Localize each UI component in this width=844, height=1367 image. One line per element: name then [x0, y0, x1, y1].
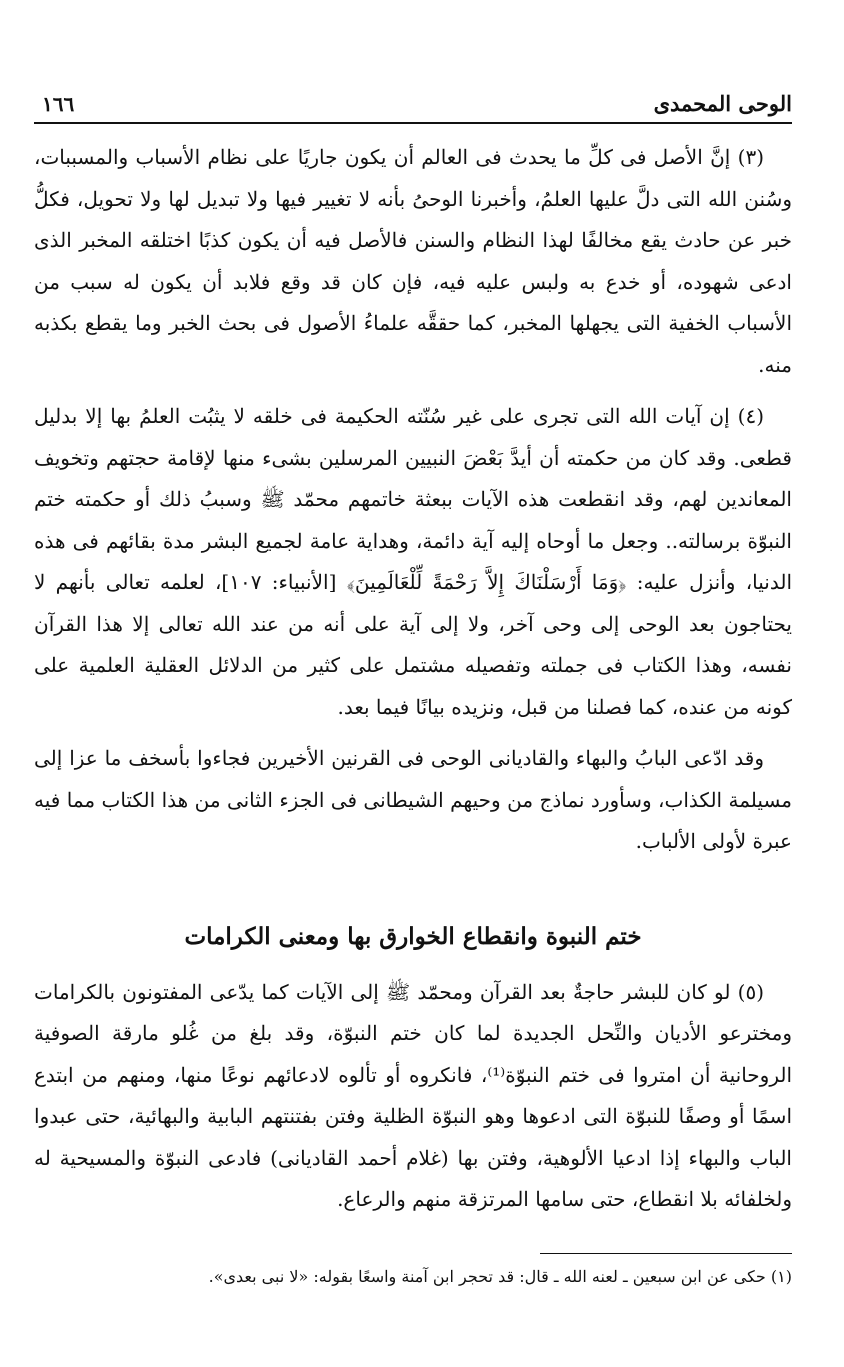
paragraph-4: (٤) إن آيات الله التى تجرى على غير سُنّته الحكيمة فى خلقه لا يثبُت العلمُ بها إلا بدليل قطعى. وقد كان من حكمته أن أيدَّ بَعْضَ النبيين المرسلين بشىء منها لإقامة حجتهم وتخويف المعاندين لهم، وقد انقطعت هذه الآيات ببعثة خاتمهم محمّد ﷺ وسببُ ذلك أو حكمته ختم النبوّة برسالته.. وجعل ما أوحاه إليه آية دائمة، وهداية عامة لجميع البشر مدة بقائهم فى هذه الدنيا، وأنزل عليه: ﴿وَمَا أَرْسَلْنَاكَ إِلاَّ رَحْمَةً لِّلْعَالَمِينَ﴾ [الأنبياء: ١٠٧]، لعلمه تعالى بأنهم لا يحتاجون بعد الوحى إلى وحى آخر، ولا إلى آية على أنه من عند الله تعالى إلا هذا القرآن نفسه، وهذا الكتاب فى جملته وتفصيله مشتمل على كثير من الدلائل العقلية العلمية على كونه من عنده، كما فصلنا من قبل، ونزيده بيانًا فيما بعد.	[34, 404, 793, 719]
section-heading: ختم النبوة وانقطاع الخوارق بها ومعنى الكرامات	[184, 922, 642, 950]
paragraph-5: (٥) لو كان للبشر حاجةٌ بعد القرآن ومحمّد ﷺ إلى الآيات كما يدّعى المفتونون بالكرامات ومخترعو الأديان والنِّحل الجديدة لما كان ختم النبوّة، وقد بلغ من غُلو مارقة الصوفية الروحانية أن امتروا فى ختم النبوّة⁽¹⁾، فانكروه أو تألوه لادعائهم نوعًا منها، ومنهم من ابتدع اسمًا أو وصفًا للنبوّة التى ادعوها وهو النبوّة الظلية وفتن بفتنتهم البابية والبهائية، حتى عبدوا الباب والبهاء إذا ادعيا الألوهية، وفتن بها (غلام أحمد القاديانى) فادعى النبوّة والمسيحية له ولخلفائه بلا انقطاع، حتى سامها المرتزقة منهم والرعاع.	[34, 979, 793, 1211]
page-body	[34, 137, 792, 1221]
paragraph-claimants: وقد ادّعى البابُ والبهاء والقاديانى الوحى فى القرنين الأخيرين فجاءوا بأسخف ما عزا إلى مسيلمة الكذاب، وسأورد نماذج من وحيهم الشيطانى فى الجزء الثانى من هذا الكتاب مما فيه عبرة لأولى الألباب.	[34, 746, 792, 853]
footnote-divider	[540, 1253, 792, 1254]
running-title: الوحى المحمدى	[653, 91, 792, 116]
paragraph-3: (٣) إنَّ الأصل فى كلِّ ما يحدث فى العالم أن يكون جاريًا على نظام الأسباب والمسببات، وسُنن الله التى دلَّ عليها العلمُ، وأخبرنا الوحىُ بأنه لا تغيير فيها ولا تبديل لها ولا تحويل، فكلُّ خبر عن حادث يقع مخالفًا لهذا النظام والسنن فالأصل فيه أن يكون كذبًا اختلقه المخبر الذى ادعى شهوده، أو خدع به ولبس عليه فيه، فإن كان قد وقع فلابد أن يكون له سبب من الأسباب الخفية التى يجهلها المخبر، كما حققَّه علماءُ الأصول فى بحث الخبر وما يقطع بكذبه منه.	[34, 145, 792, 377]
page-number: ١٦٦	[42, 92, 75, 116]
footnote: (١) حكى عن ابن سبعين ـ لعنه الله ـ قال: قد تحجر ابن آمنة واسعًا بقوله: «لا نبى بعدى».	[208, 1267, 792, 1286]
page-header	[34, 82, 792, 124]
